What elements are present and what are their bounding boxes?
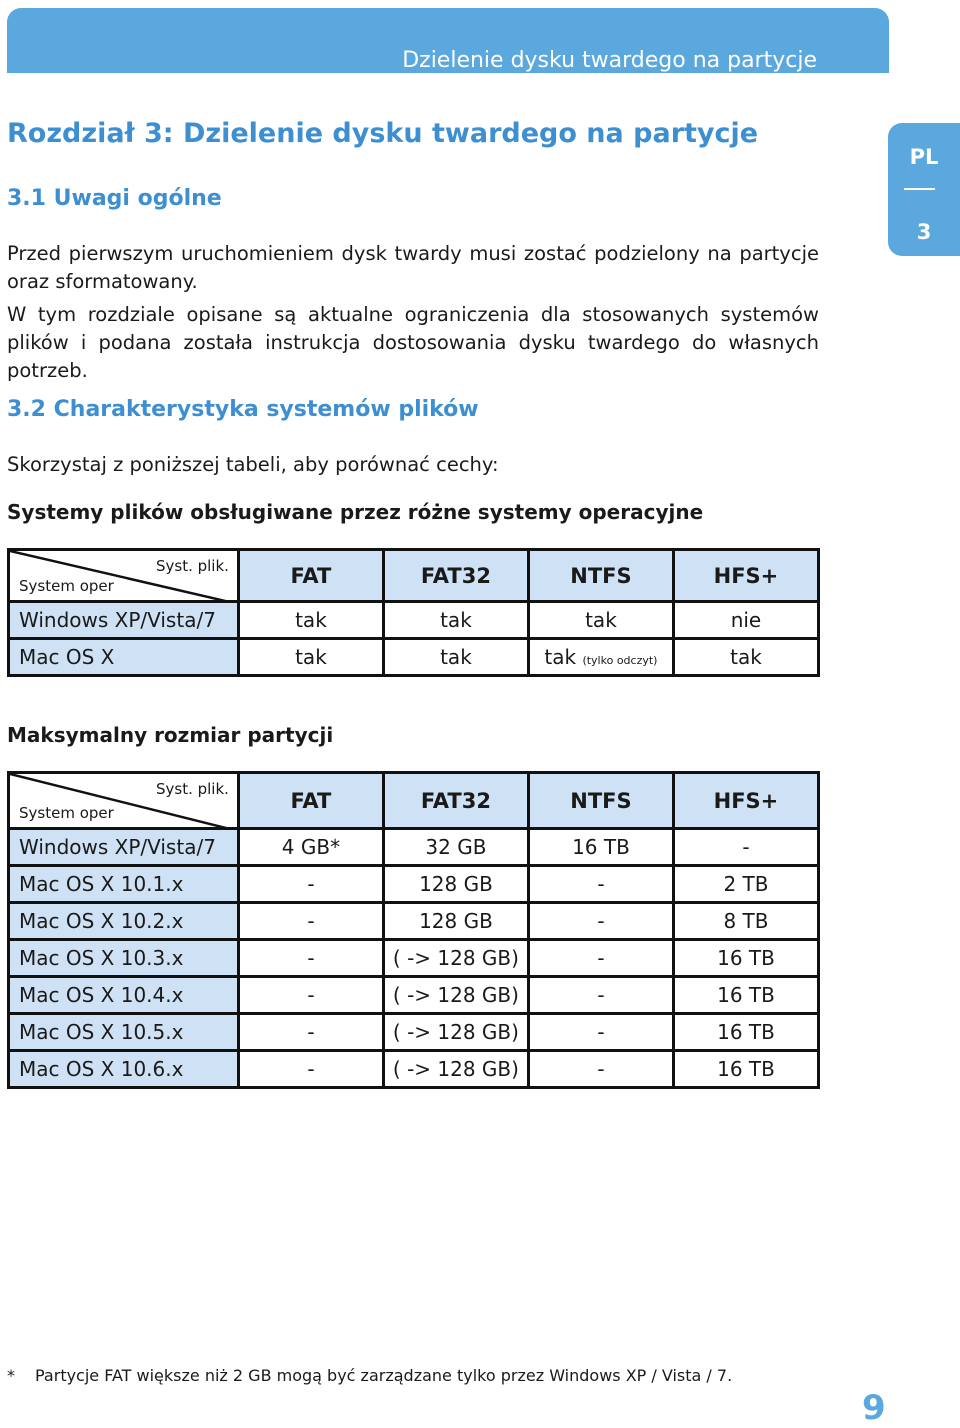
table-header-row <box>9 550 819 602</box>
table-cell: - <box>673 829 818 866</box>
column-header: HFS+ <box>673 550 818 602</box>
corner-os-label: System oper <box>19 804 114 822</box>
column-header: NTFS <box>528 550 673 602</box>
table-corner-cell <box>9 773 239 829</box>
chapter-number: 3 <box>916 220 932 244</box>
table-cell: ( -> 128 GB) <box>383 1014 528 1051</box>
language-label: PL <box>909 145 939 169</box>
cell-value: tak <box>544 645 577 669</box>
table-cell: 32 GB <box>383 829 528 866</box>
footnote <box>7 1366 732 1385</box>
row-header: Mac OS X 10.2.x <box>9 903 239 940</box>
table-cell: tak <box>383 602 528 639</box>
table-row <box>9 977 819 1014</box>
row-header: Windows XP/Vista/7 <box>9 829 239 866</box>
column-header: FAT <box>238 773 383 829</box>
table-row <box>9 866 819 903</box>
table-corner-cell <box>9 550 239 602</box>
page-number: 9 <box>862 1388 886 1428</box>
table-2-heading: Maksymalny rozmiar partycji <box>7 723 334 747</box>
table-row <box>9 1014 819 1051</box>
table-cell: - <box>238 940 383 977</box>
table-cell <box>528 639 673 676</box>
table-cell: - <box>238 1014 383 1051</box>
table-row <box>9 602 819 639</box>
read-only-note: (tylko odczyt) <box>582 654 658 667</box>
table-cell: - <box>238 977 383 1014</box>
table-cell: tak <box>238 602 383 639</box>
section-2-title: 3.2 Charakterystyka systemów plików <box>7 397 479 422</box>
table-cell: - <box>238 903 383 940</box>
table-cell: - <box>528 940 673 977</box>
table-cell: - <box>238 1051 383 1088</box>
filesystem-support-table <box>7 548 820 677</box>
table-row <box>9 639 819 676</box>
column-header: FAT <box>238 550 383 602</box>
column-header: FAT32 <box>383 550 528 602</box>
table-1-heading: Systemy plików obsługiwane przez różne systemy operacyjne <box>7 500 704 524</box>
table-cell: 16 TB <box>528 829 673 866</box>
row-header: Mac OS X 10.4.x <box>9 977 239 1014</box>
footnote-text: Partycje FAT większe niż 2 GB mogą być zarządzane tylko przez Windows XP / Vista / 7. <box>35 1366 733 1385</box>
table-cell: ( -> 128 GB) <box>383 1051 528 1088</box>
column-header: NTFS <box>528 773 673 829</box>
table-cell: - <box>528 977 673 1014</box>
table-cell: 16 TB <box>673 977 818 1014</box>
column-header: FAT32 <box>383 773 528 829</box>
table-cell: 128 GB <box>383 866 528 903</box>
table-row <box>9 1051 819 1088</box>
row-header: Mac OS X 10.6.x <box>9 1051 239 1088</box>
row-header: Mac OS X 10.5.x <box>9 1014 239 1051</box>
table-row <box>9 903 819 940</box>
section-1-title: 3.1 Uwagi ogólne <box>7 186 222 211</box>
header-title: Dzielenie dysku twardego na partycje <box>402 48 817 73</box>
table-header-row <box>9 773 819 829</box>
max-partition-size-table <box>7 771 820 1089</box>
table-cell: 8 TB <box>673 903 818 940</box>
table-cell: nie <box>673 602 818 639</box>
table-cell: 16 TB <box>673 940 818 977</box>
tab-divider <box>904 188 935 190</box>
table-cell: 4 GB* <box>238 829 383 866</box>
table-row <box>9 940 819 977</box>
table-cell: tak <box>528 602 673 639</box>
section-1-para-2: W tym rozdziale opisane są aktualne ograniczenia dla stosowanych systemów plików i podana została instrukcja dostosowania dysku twardego do własnych potrzeb. <box>7 303 819 382</box>
corner-filesystem-label: Syst. plik. <box>155 780 229 798</box>
footnote-mark: * <box>7 1366 15 1385</box>
table-cell: - <box>528 903 673 940</box>
table-cell: - <box>528 1051 673 1088</box>
table-cell: - <box>528 866 673 903</box>
row-header: Windows XP/Vista/7 <box>9 602 239 639</box>
header-bar <box>7 8 889 73</box>
table-cell: tak <box>383 639 528 676</box>
table-cell: 128 GB <box>383 903 528 940</box>
row-header: Mac OS X 10.3.x <box>9 940 239 977</box>
row-header: Mac OS X <box>9 639 239 676</box>
table-cell: ( -> 128 GB) <box>383 940 528 977</box>
table-cell: - <box>238 866 383 903</box>
table-cell: ( -> 128 GB) <box>383 977 528 1014</box>
table-row <box>9 829 819 866</box>
table-cell: - <box>528 1014 673 1051</box>
corner-os-label: System oper <box>19 577 114 595</box>
table-cell: 16 TB <box>673 1014 818 1051</box>
table-cell: tak <box>238 639 383 676</box>
section-2-intro: Skorzystaj z poniższej tabeli, aby porównać cechy: <box>7 453 499 476</box>
column-header: HFS+ <box>673 773 818 829</box>
table-cell: 16 TB <box>673 1051 818 1088</box>
chapter-title: Rozdział 3: Dzielenie dysku twardego na partycje <box>7 118 759 149</box>
section-1-para-1: Przed pierwszym uruchomieniem dysk twardy musi zostać podzielony na partycje oraz sformatowany. <box>7 242 819 293</box>
table-cell: 2 TB <box>673 866 818 903</box>
corner-filesystem-label: Syst. plik. <box>155 557 229 575</box>
table-cell: tak <box>673 639 818 676</box>
row-header: Mac OS X 10.1.x <box>9 866 239 903</box>
chapter-side-tab <box>888 123 960 256</box>
